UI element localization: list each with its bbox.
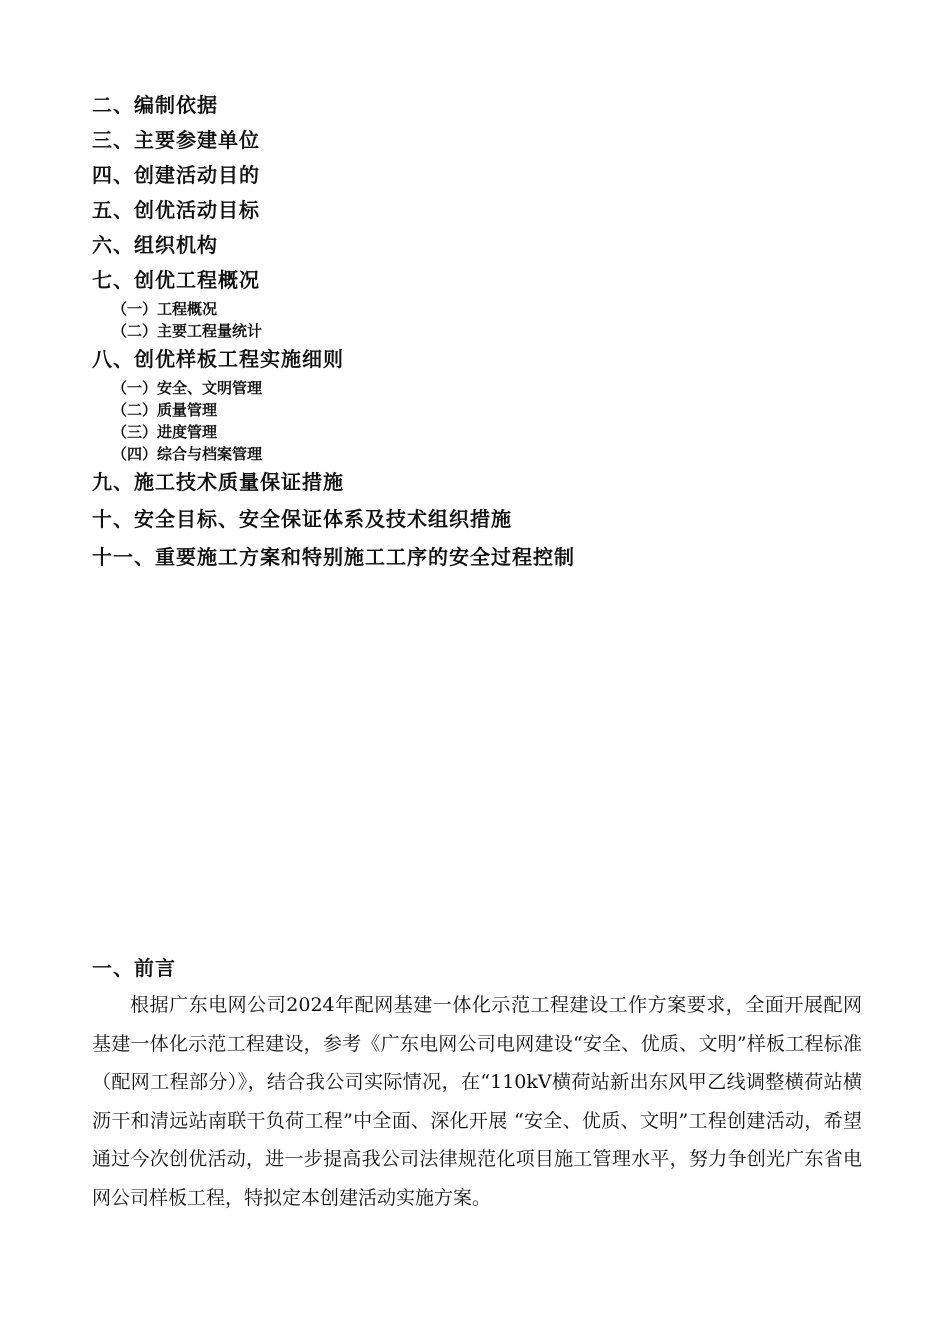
toc-item-process-control: 十一、重要施工方案和特别施工工序的安全过程控制 bbox=[92, 545, 575, 569]
section-heading: 一、前言 bbox=[92, 956, 176, 980]
toc-subitem-archives: （四）综合与档案管理 bbox=[112, 445, 263, 463]
toc-subitem-schedule: （三）进度管理 bbox=[112, 423, 218, 441]
toc-subitem-safety-civility: （一）安全、文明管理 bbox=[112, 379, 263, 397]
toc-item-implementation-rules: 八、创优样板工程实施细则 bbox=[92, 347, 344, 371]
intro-paragraph: 根据广东电网公司2024年配网基建一体化示范工程建设工作方案要求，全面开展配网基建一体化示范工程建设，参考《广东电网公司电网建设“安全、优质、文明”样板工程标准（配网工程部分）》，结合我公司实际情况，在“110kV横荷站新出东风甲乙线调整横荷站横沥干和清远站南联干负荷工程”中全面、深化开展 “安全、优质、文明”工程创建活动，希望通过今次创优活动，进一步提高我公司法律规范化项目施工管理水平，努力争创光广东省电网公司样板工程，特拟定本创建活动实施方案。 bbox=[92, 994, 862, 1209]
toc-item-safety-system: 十、安全目标、安全保证体系及技术组织措施 bbox=[92, 507, 512, 531]
intro-section bbox=[92, 950, 862, 1217]
toc-item-basis: 二、编制依据 bbox=[92, 93, 218, 117]
table-of-contents bbox=[92, 88, 892, 576]
toc-item-participants: 三、主要参建单位 bbox=[92, 128, 260, 152]
toc-subitem-quantities: （二）主要工程量统计 bbox=[112, 322, 263, 340]
toc-item-goals: 五、创优活动目标 bbox=[92, 198, 260, 222]
toc-item-organization: 六、组织机构 bbox=[92, 233, 218, 257]
toc-item-project-overview: 七、创优工程概况 bbox=[92, 268, 260, 292]
toc-item-quality-measures: 九、施工技术质量保证措施 bbox=[92, 470, 344, 494]
toc-subitem-quality: （二）质量管理 bbox=[112, 401, 218, 419]
toc-subitem-overview: （一）工程概况 bbox=[112, 300, 218, 318]
toc-item-purpose: 四、创建活动目的 bbox=[92, 163, 260, 187]
